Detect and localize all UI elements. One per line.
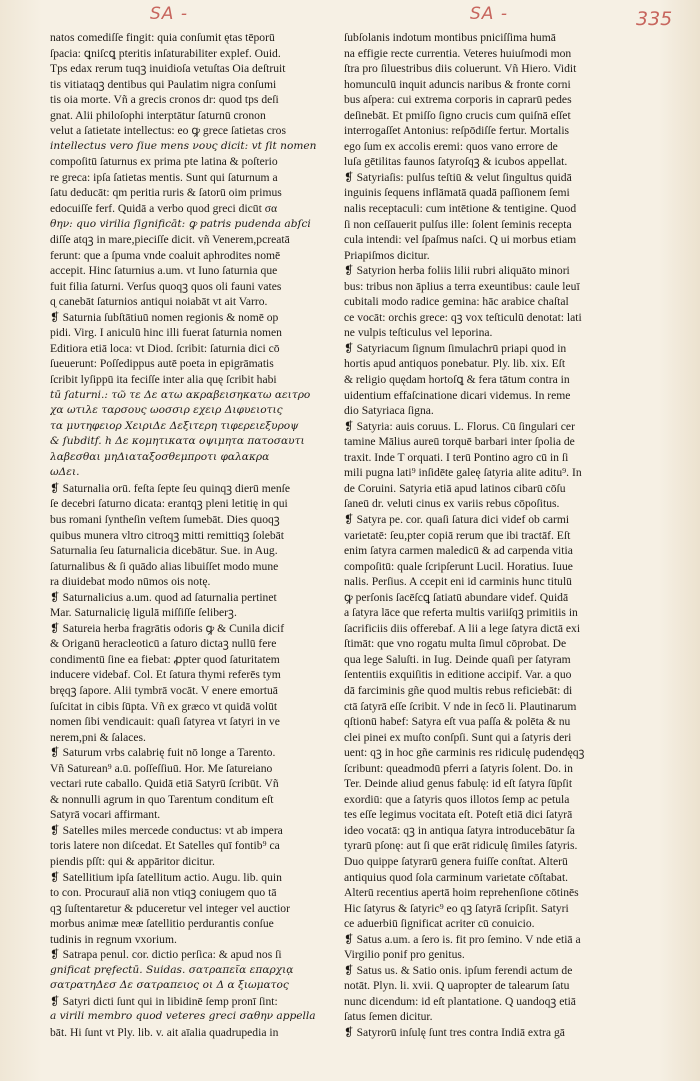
text-line: gnat. Alii philoſophi interptātur ſaturnū cronon: [50, 108, 266, 122]
text-line: ❡ Satyri dicti ſunt qui in libidinē ſemp pronī ſint:: [50, 994, 278, 1008]
text-line: fuit filia ſaturni. Verſus quoqꝫ quos oli fauni vates: [50, 279, 282, 293]
text-line: inducere videbaf. Col. Et ſatura thymi referēs tym: [50, 668, 281, 682]
text-line: interrogaſſet Antonius: reſpōdiſſe fertur. Mortalis: [344, 124, 570, 138]
handwritten-annotation-middle: SA -: [470, 4, 508, 24]
text-line: ❡ Saturnalia orū. feſta ſepte ſeu quinqꝫ dierū menſe: [50, 481, 291, 495]
text-line: Mar. Saturnalicię ligulā miſſiſſe ſeliberꝫ.: [50, 606, 237, 620]
text-line: ❡ Satyrorū inſulę ſunt tres contra Indiā extra gā: [344, 1026, 565, 1039]
text-line: Alterū recentius apertā hoim reprehenſione cōtinēs: [344, 886, 579, 900]
text-line: edocuiſſe ferf. Quidā a verbo quod greci dicūt σα: [50, 202, 278, 216]
text-line: quibus munera vltro citroqꝫ mitti remittiqꝫ ſolebāt: [50, 528, 285, 542]
text-line: hortis apud antiquos ponebatur. Ply. lib. xix. Eſt: [344, 357, 566, 371]
text-line: compoſitū ſaturnus ex prima pte latina & poſterio: [50, 155, 278, 169]
text-line: ctā ſatyrā eſſe ſcribit. V nde in ſecō li. Plautinarum: [344, 699, 577, 713]
text-line: ꝙ perſonis ſacēſcꝗ ſatiatū abundare videf. Quidā: [344, 590, 569, 604]
text-line: ❡ Satyriacum ſignum ſimulachrū priapi quod in: [344, 341, 567, 355]
text-line: & Origanū heracleoticū a ſaturo dictaꝫ nullū fere: [50, 637, 277, 651]
text-line: Priapiſmos dicitur.: [344, 248, 430, 262]
text-line: ſaturnalibus & ſi quādo alias libuiſſet modo mune: [50, 559, 279, 573]
text-line: ❡ Satrapa penul. cor. dictio perſica: & apud nos ſi: [50, 948, 282, 962]
text-line: homunculū inquit aduncis naribus & fronte corni: [344, 77, 571, 91]
text-line: exordiū: que a ſatyris quos illotos ſemp ac petula: [344, 792, 570, 806]
text-line: qꝫ ſuſtentaretur & pduceretur vel integer vel auctior: [50, 901, 290, 915]
text-line: ❡ Satus us. & Satio onis. ipſum ferendi actum de: [344, 963, 573, 977]
text-line: intellectus vero ſiue mens νους dicit: vt ſit nomen: [50, 139, 317, 152]
text-line: ſuſcitat in cibis ſūpta. Vñ ex græco vt quidā volūt: [50, 699, 278, 713]
handwritten-annotation-left: SA -: [150, 4, 188, 24]
text-line: & nonnulli agrum in quo Tarentum conditum eſt: [50, 792, 274, 806]
text-line: Hic ſatyrus & ſatyric⁹ eo qꝫ ſatyrā ſcripſit. Satyri: [344, 901, 569, 915]
text-line: ego ſum ex accolis eremi: quos vano errore de: [344, 139, 558, 153]
text-line: ❡ Satelles miles mercede conductus: vt ab impera: [50, 823, 283, 837]
text-line: ferunt: que a ſpuma vnde coaluit aphrodites nomē: [50, 248, 281, 262]
left-column: [50, 30, 336, 1041]
text-line: cula intendi: vel ſpaſmus naſci. Q ui morbus etiam: [344, 233, 577, 247]
text-line: clei pinei ex muſto conſpſi. Sunt qui a ſatyris deri: [344, 730, 572, 744]
text-line: dio Satyriaca ſigna.: [344, 404, 434, 418]
text-line: ſententiis exquiſitis in editione accipif. Var. a quo: [344, 668, 572, 682]
text-line: Editiora etiā loca: vt Diod. ſcribit: ſaturnia dici cō: [50, 341, 280, 355]
text-line: mili pugna lati⁹ inſidēte galeę ſatyria alite aditu⁹. In: [344, 466, 582, 480]
text-line: varietatē: ſeu,pter copiā rerum que ibi tractāf. Eſt: [344, 528, 571, 542]
text-line: tis vitiataqꝫ dentibus qui Paulatim nigra conſumi: [50, 77, 277, 91]
text-line: cubitali modo radice gemina: hāc arabice chaſtal: [344, 295, 569, 309]
text-line: Saturnalia ſeu ſaturnalicia dicebātur. Sue. in Aug.: [50, 544, 278, 558]
text-line: tū ſaturni.: τῶ τε Δε ατω ακραβεισηκατω αειτρο: [50, 388, 311, 401]
text-line: ❡ Satyriaſis: pulſus teſtiū & velut ſingultus quidā: [344, 170, 572, 184]
text-line: velut a ſatietate intellectus: eo ꝙ grece ſatietas cros: [50, 124, 286, 138]
text-line: morbus animæ meæ ſatellitio perdurantis conſue: [50, 917, 274, 931]
text-line: re greca: ipſa ſatietas mentis. Sunt qui ſaturnum a: [50, 170, 278, 184]
text-line: λαβεσθαι μηΔιαταξοσθεμπροτι φαλακρα: [50, 450, 270, 463]
text-line: σατρατηΔεσ Δε σατραπειος οι Δ α ξιωματος: [50, 979, 289, 992]
text-line: tudinis in regnum vxorium.: [50, 932, 177, 946]
text-line: bręqꝫ ſapore. Alii tymbrā vocāt. V enere emortuā: [50, 683, 278, 697]
text-line: ❡ Satyra pe. cor. quaſi ſatura dici videf ob carmi: [344, 512, 570, 526]
text-line: ſubſolanis indotum montibus pniciſſima humā: [344, 31, 556, 44]
text-line: a virili membro quod veteres greci σαθην appella: [50, 1010, 316, 1023]
text-line: deſinebāt. Et pmiſſo ſigno crucis cum quiſnā eſſet: [344, 108, 571, 122]
text-line: compoſitū: quale ſcripſerunt Lucil. Horatius. Iuue: [344, 559, 573, 573]
text-line: ɋ canebāt ſaturnios antiqui noiabāt vt ait Varro.: [50, 295, 268, 309]
text-line: ſcribit lyſippū ita feciſſe inter alia quę ſcribit habi: [50, 373, 277, 387]
text-line: ſatus ſemen dicitur.: [344, 1010, 433, 1024]
text-line: nomen ſibi vendicauit: quaſi ſatyrea vt ſatyri in ve: [50, 715, 280, 729]
text-line: Satyrā vocari affirmant.: [50, 808, 161, 822]
text-line: ſcribunt: queadmodū pferri a ſatyris ſolent. Do. in: [344, 761, 573, 775]
text-line: ſacrificiis diis offerebaf. A lii a lege ſatyra dictā exi: [344, 621, 581, 635]
text-line: ce aduerbiū ſignificat acriter cū conuicio.: [344, 917, 535, 931]
text-line: nalis receptaculi: cum intētione & tentigine. Quod: [344, 202, 577, 216]
text-line: dā farciminis gñe quod multis rebus reficiebāt: di: [344, 683, 573, 697]
text-line: uent: qꝫ in hoc gñe carminis res ridiculę pudendęqꝫ: [344, 746, 585, 760]
text-line: ne vulpis teſticulus vel leporina.: [344, 326, 493, 340]
text-line: ❡ Saturnia ſubſtātiuū nomen regionis & nomē op: [50, 310, 279, 324]
text-line: ſi non ceſſauerit pulſus ille: ſolent ſeminis recepta: [344, 217, 572, 231]
text-line: na effigie recte currentia. Veteres huiuſmodi mon: [344, 46, 572, 60]
text-line: uidentium effaſcinatione dicari videmus. In reme: [344, 388, 571, 402]
text-line: ſtimāt: que vno rogatu multa ſimul cōprobat. De: [344, 637, 567, 651]
text-line: ωΔει.: [50, 466, 80, 479]
text-line: bus romani ſyntheſin veſtem ſumebāt. Dies quoqꝫ: [50, 512, 280, 526]
text-line: ce vocāt: orchis grece: qꝫ vox teſticulū denotat: lati: [344, 310, 582, 324]
text-line: Tps edax rerum tuqꝫ inuidioſa vetuſtas Oia deſtruit: [50, 62, 286, 76]
text-line: Ter. Deinde aliud genus fabulę: id eſt ſatyra ſūpſit: [344, 777, 573, 791]
text-line: ❡ Satellitium ipſa ſatellitum actio. Augu. lib. quin: [50, 870, 282, 884]
text-line: accepit. Hinc ſaturnius a.um. vt Iuno ſaturnia que: [50, 264, 278, 278]
text-line: Vñ Saturean⁹ a.ū. poſſeſſiuū. Hor. Me ſatureiano: [50, 761, 273, 775]
text-line: diſſe atqꝫ in mare,pieciſſe dicit. vñ Venerem,pcreatā: [50, 233, 290, 247]
text-line: Virgilio ponif pro genitus.: [344, 948, 465, 962]
text-line: χα ωτιλε ταρσους ωοσσιρ εχειρ Διφυειοτις: [50, 404, 283, 417]
text-line: ❡ Satyria: auis coruus. L. Florus. Cū ſingulari cer: [344, 419, 575, 433]
text-line: & religio quędam hortoſꝗ & fera tātum contra in: [344, 373, 570, 387]
text-line: ra diuidebat modo nūmos ois notę.: [50, 575, 211, 589]
text-line: a ſatyra lāce que referta multis variiſqꝫ primitiis in: [344, 606, 578, 620]
text-line: ſueuerunt: Poſſedippus autē poeta in epigrāmatis: [50, 357, 274, 371]
text-line: notāt. Plyn. li. xvii. Q uapropter de talearum ſatu: [344, 979, 570, 993]
text-line: toris latere non diſcedat. Et Satelles quī fontib⁹ ca: [50, 839, 280, 853]
text-line: tes eſſe legimus vocitata eſt. Poteſt etiā dici ſatyrā: [344, 808, 573, 822]
text-line: tis oia morte. Vñ a grecis cronos dr: quod tps deſi: [50, 93, 279, 107]
text-line: bus: tribus non āplius a terra exeuntibus: caule leuī: [344, 279, 580, 293]
text-line: pidi. Virg. I aniculū hinc illi fuerat ſaturnia nomen: [50, 326, 282, 340]
text-line: ſaneū dr. veluti cinus ex variis rebus cōpoſitus.: [344, 497, 560, 511]
text-line: piendis pſſt: qui & appāritor dicitur.: [50, 854, 215, 868]
text-line: bāt. Hi ſunt vt Ply. lib. v. ait aīalia quadrupedia in: [50, 1026, 279, 1039]
right-column: [344, 30, 642, 1041]
text-line: bus aſpera: cui extrema corporis in caprarū pedes: [344, 93, 572, 107]
text-line: condimentū ſine ea fiebat: ꝓpter quod ſaturitatem: [50, 652, 280, 666]
text-line: qſtionū habef: Satyra eſt vua paſſa & polēta & nu: [344, 715, 571, 729]
text-line: θην: quo virilia ſignificāt: ꝙ patris pudenda abſci: [50, 217, 311, 230]
text-line: de Coruini. Satyria etiā apud latinos cibarū cōſu: [344, 481, 566, 495]
text-line: antiquius quod ſola carminum varietate cōſtabat.: [344, 870, 569, 884]
text-line: luſa gētilitas faunos ſatyroſqꝫ & icubos appellat.: [344, 155, 568, 169]
text-line: nunc dicendum: id eſt plantatione. Q uandoqꝫ etiā: [344, 994, 576, 1008]
text-line: ideo vocatā: qꝫ in antiqua ſatyra introducebātur ſa: [344, 823, 575, 837]
text-line: tyrarū pſonę: aut ſi que erāt ridiculę ſimiles ſatyris.: [344, 839, 578, 853]
text-line: enim ſatyra carmen maledicū & ad carpenda vitia: [344, 544, 573, 558]
text-line: traxit. Inde T orquati. I terū Pontino agro cū in ſi: [344, 450, 569, 464]
folio-number: 335: [636, 8, 673, 30]
text-line: inguinis ſequens inflāmatā quadā paſſionem ſemi: [344, 186, 570, 200]
text-line: nerem,pni & ſalaces.: [50, 730, 146, 744]
text-line: ❡ Saturnalicius a.um. quod ad ſaturnalia pertinet: [50, 590, 277, 604]
text-line: nalis. Perſius. A ccepit eni id carminis hunc titulū: [344, 575, 572, 589]
text-line: & ſubditf. h Δε κομητικατα οψιμητα πατοσαυτι: [50, 435, 305, 448]
text-line: ſatu deducāt: qm peritia ruris & ſatorū oim primus: [50, 186, 282, 200]
text-line: ❡ Satus a.um. a ſero is. fit pro ſemino. V nde etiā a: [344, 932, 581, 946]
text-line: τα μυτηφειορ ΧειριΔε Δεξιτερη τιφερειεξυροψ: [50, 419, 299, 432]
text-line: natos comediſſe fingit: quia conſumit ętas tēporū: [50, 31, 275, 44]
text-line: qua lege Saluſti. in Iug. Deinde quaſi per ſatyram: [344, 652, 571, 666]
text-line: Duo quippe ſatyrarū genera fuiſſe conſtat. Alterū: [344, 854, 568, 868]
text-line: vectari rute caballo. Quidā etiā Satyrū ſcribūt. Vñ: [50, 777, 279, 791]
text-line: gnificat pręfectū. Suidas. σατραπεῖα επαρχιᾳ: [50, 963, 294, 976]
text-line: tamine Mālius aureū torquē barbari inter ſpolia de: [344, 435, 575, 449]
text-line: ❡ Satureia herba fragrātis odoris ꝙ & Cunila dicif: [50, 621, 285, 635]
text-line: ſe decebri ſaturno dicata: erantqꝫ pleni letitię in qui: [50, 497, 288, 511]
text-line: ❡ Satyrion herba foliis lilii rubri aliquāto minori: [344, 264, 570, 278]
text-line: to con. Procurauī aliā non vtiqꝫ coniugem quo tā: [50, 886, 277, 900]
text-line: ſpacia: ꝗniſcꝗ pteritis inſaturabiliter explef. Ouid.: [50, 46, 281, 60]
text-line: ſtra pro ſiluestribus diis coluerunt. Vñ Hiero. Vidit: [344, 62, 577, 76]
text-line: ❡ Saturum vrbs calabrię fuit nō longe a Tarento.: [50, 746, 276, 760]
